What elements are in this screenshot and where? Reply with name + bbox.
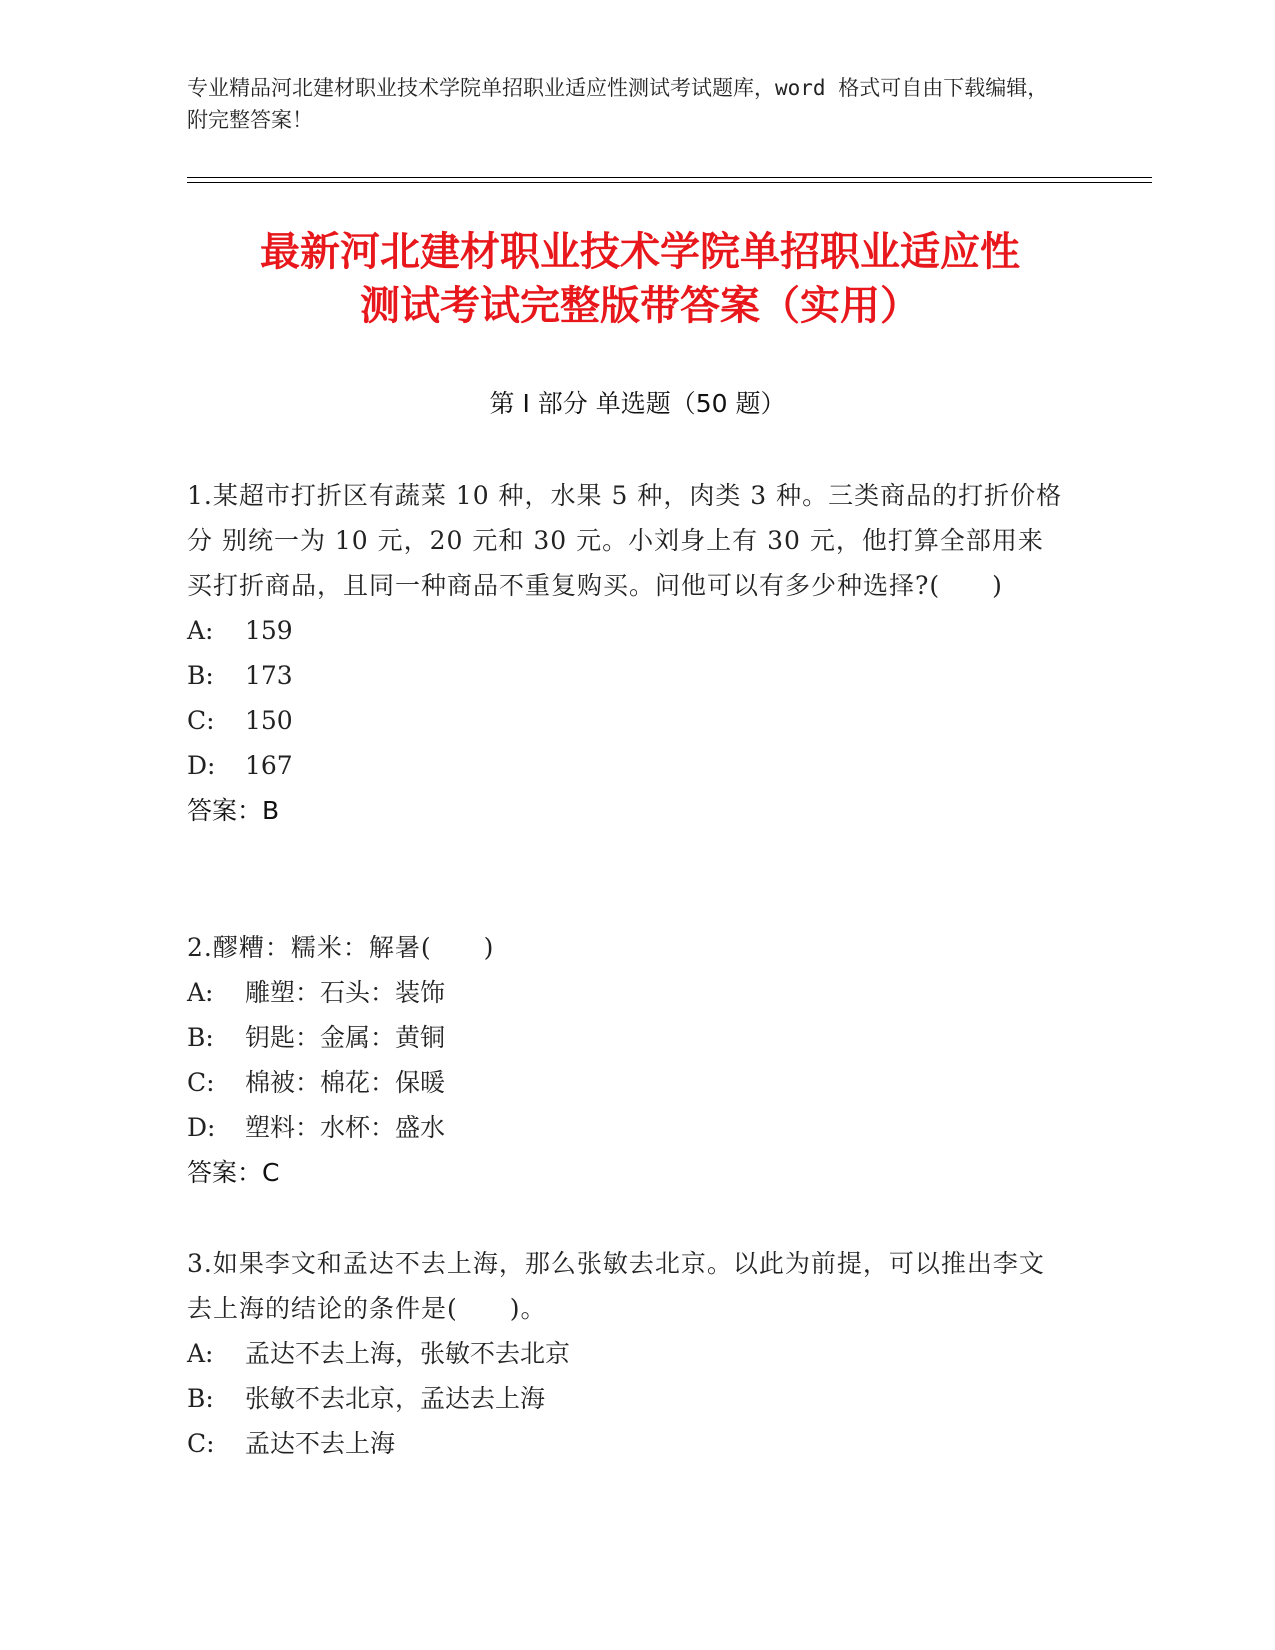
title-line-2: 测试考试完整版带答案（实用） (360, 283, 920, 329)
option-key: C: (187, 1429, 215, 1458)
option-key: B: (187, 1384, 214, 1413)
option-text: 孟达不去上海，张敏不去北京 (245, 1339, 571, 1368)
option-a (187, 1331, 1067, 1376)
option-text: 159 (245, 616, 293, 645)
question-3 (187, 1241, 1067, 1466)
question-2 (187, 925, 1067, 1195)
option-text: 173 (245, 661, 293, 690)
document-title (180, 225, 1100, 333)
option-key: C: (187, 706, 215, 735)
question-1 (187, 473, 1067, 833)
option-key: A: (187, 1339, 214, 1368)
option-d (187, 1105, 1067, 1150)
option-key: C: (187, 1068, 215, 1097)
header-divider-top (187, 177, 1152, 178)
section-heading: 第 I 部分 单选题（50 题） (489, 389, 786, 418)
answer-line (187, 1150, 1067, 1195)
option-key: A: (187, 978, 214, 1007)
header-note: 专业精品河北建材职业技术学院单招职业适应性测试考试题库，word 格式可自由下载编辑，附完整答案！ (187, 76, 1049, 132)
option-text: 张敏不去北京，孟达去上海 (245, 1384, 546, 1413)
option-text: 167 (245, 751, 293, 780)
option-text: 雕塑：石头：装饰 (245, 978, 446, 1007)
answer-value: C (262, 1158, 280, 1187)
option-b (187, 653, 1067, 698)
answer-value: B (262, 796, 280, 825)
option-text: 钥匙：金属：黄铜 (245, 1023, 446, 1052)
option-b (187, 1376, 1067, 1421)
answer-prefix: 答案： (187, 1158, 263, 1187)
option-a (187, 608, 1067, 653)
option-key: B: (187, 1023, 214, 1052)
option-a (187, 970, 1067, 1015)
answer-line (187, 788, 1067, 833)
question-stem: 2.醪糟：糯米：解暑( ) (187, 933, 495, 962)
option-c (187, 1421, 1067, 1466)
option-c (187, 698, 1067, 743)
option-key: A: (187, 616, 214, 645)
option-key: B: (187, 661, 214, 690)
question-stem: 3.如果李文和孟达不去上海，那么张敏去北京。以此为前提，可以推出李文去上海的结论的条件是( )。 (187, 1249, 1045, 1323)
option-key: D: (187, 1113, 216, 1142)
answer-prefix: 答案： (187, 796, 263, 825)
title-line-1: 最新河北建材职业技术学院单招职业适应性 (260, 229, 1020, 275)
option-text: 棉被：棉花：保暖 (245, 1068, 446, 1097)
option-key: D: (187, 751, 216, 780)
option-text: 塑料：水杯：盛水 (245, 1113, 446, 1142)
option-text: 孟达不去上海 (245, 1429, 396, 1458)
option-text: 150 (245, 706, 293, 735)
header-divider-bottom (187, 182, 1152, 183)
option-c (187, 1060, 1067, 1105)
option-b (187, 1015, 1067, 1060)
option-d (187, 743, 1067, 788)
question-stem: 1.某超市打折区有蔬菜 10 种，水果 5 种，肉类 3 种。三类商品的打折价格分 别统一为 10 元，20 元和 30 元。小刘身上有 30 元，他打算全部用来买打折商品，且同一种商品不重复购买。问他可以有多少种选择?( ) (187, 481, 1063, 600)
